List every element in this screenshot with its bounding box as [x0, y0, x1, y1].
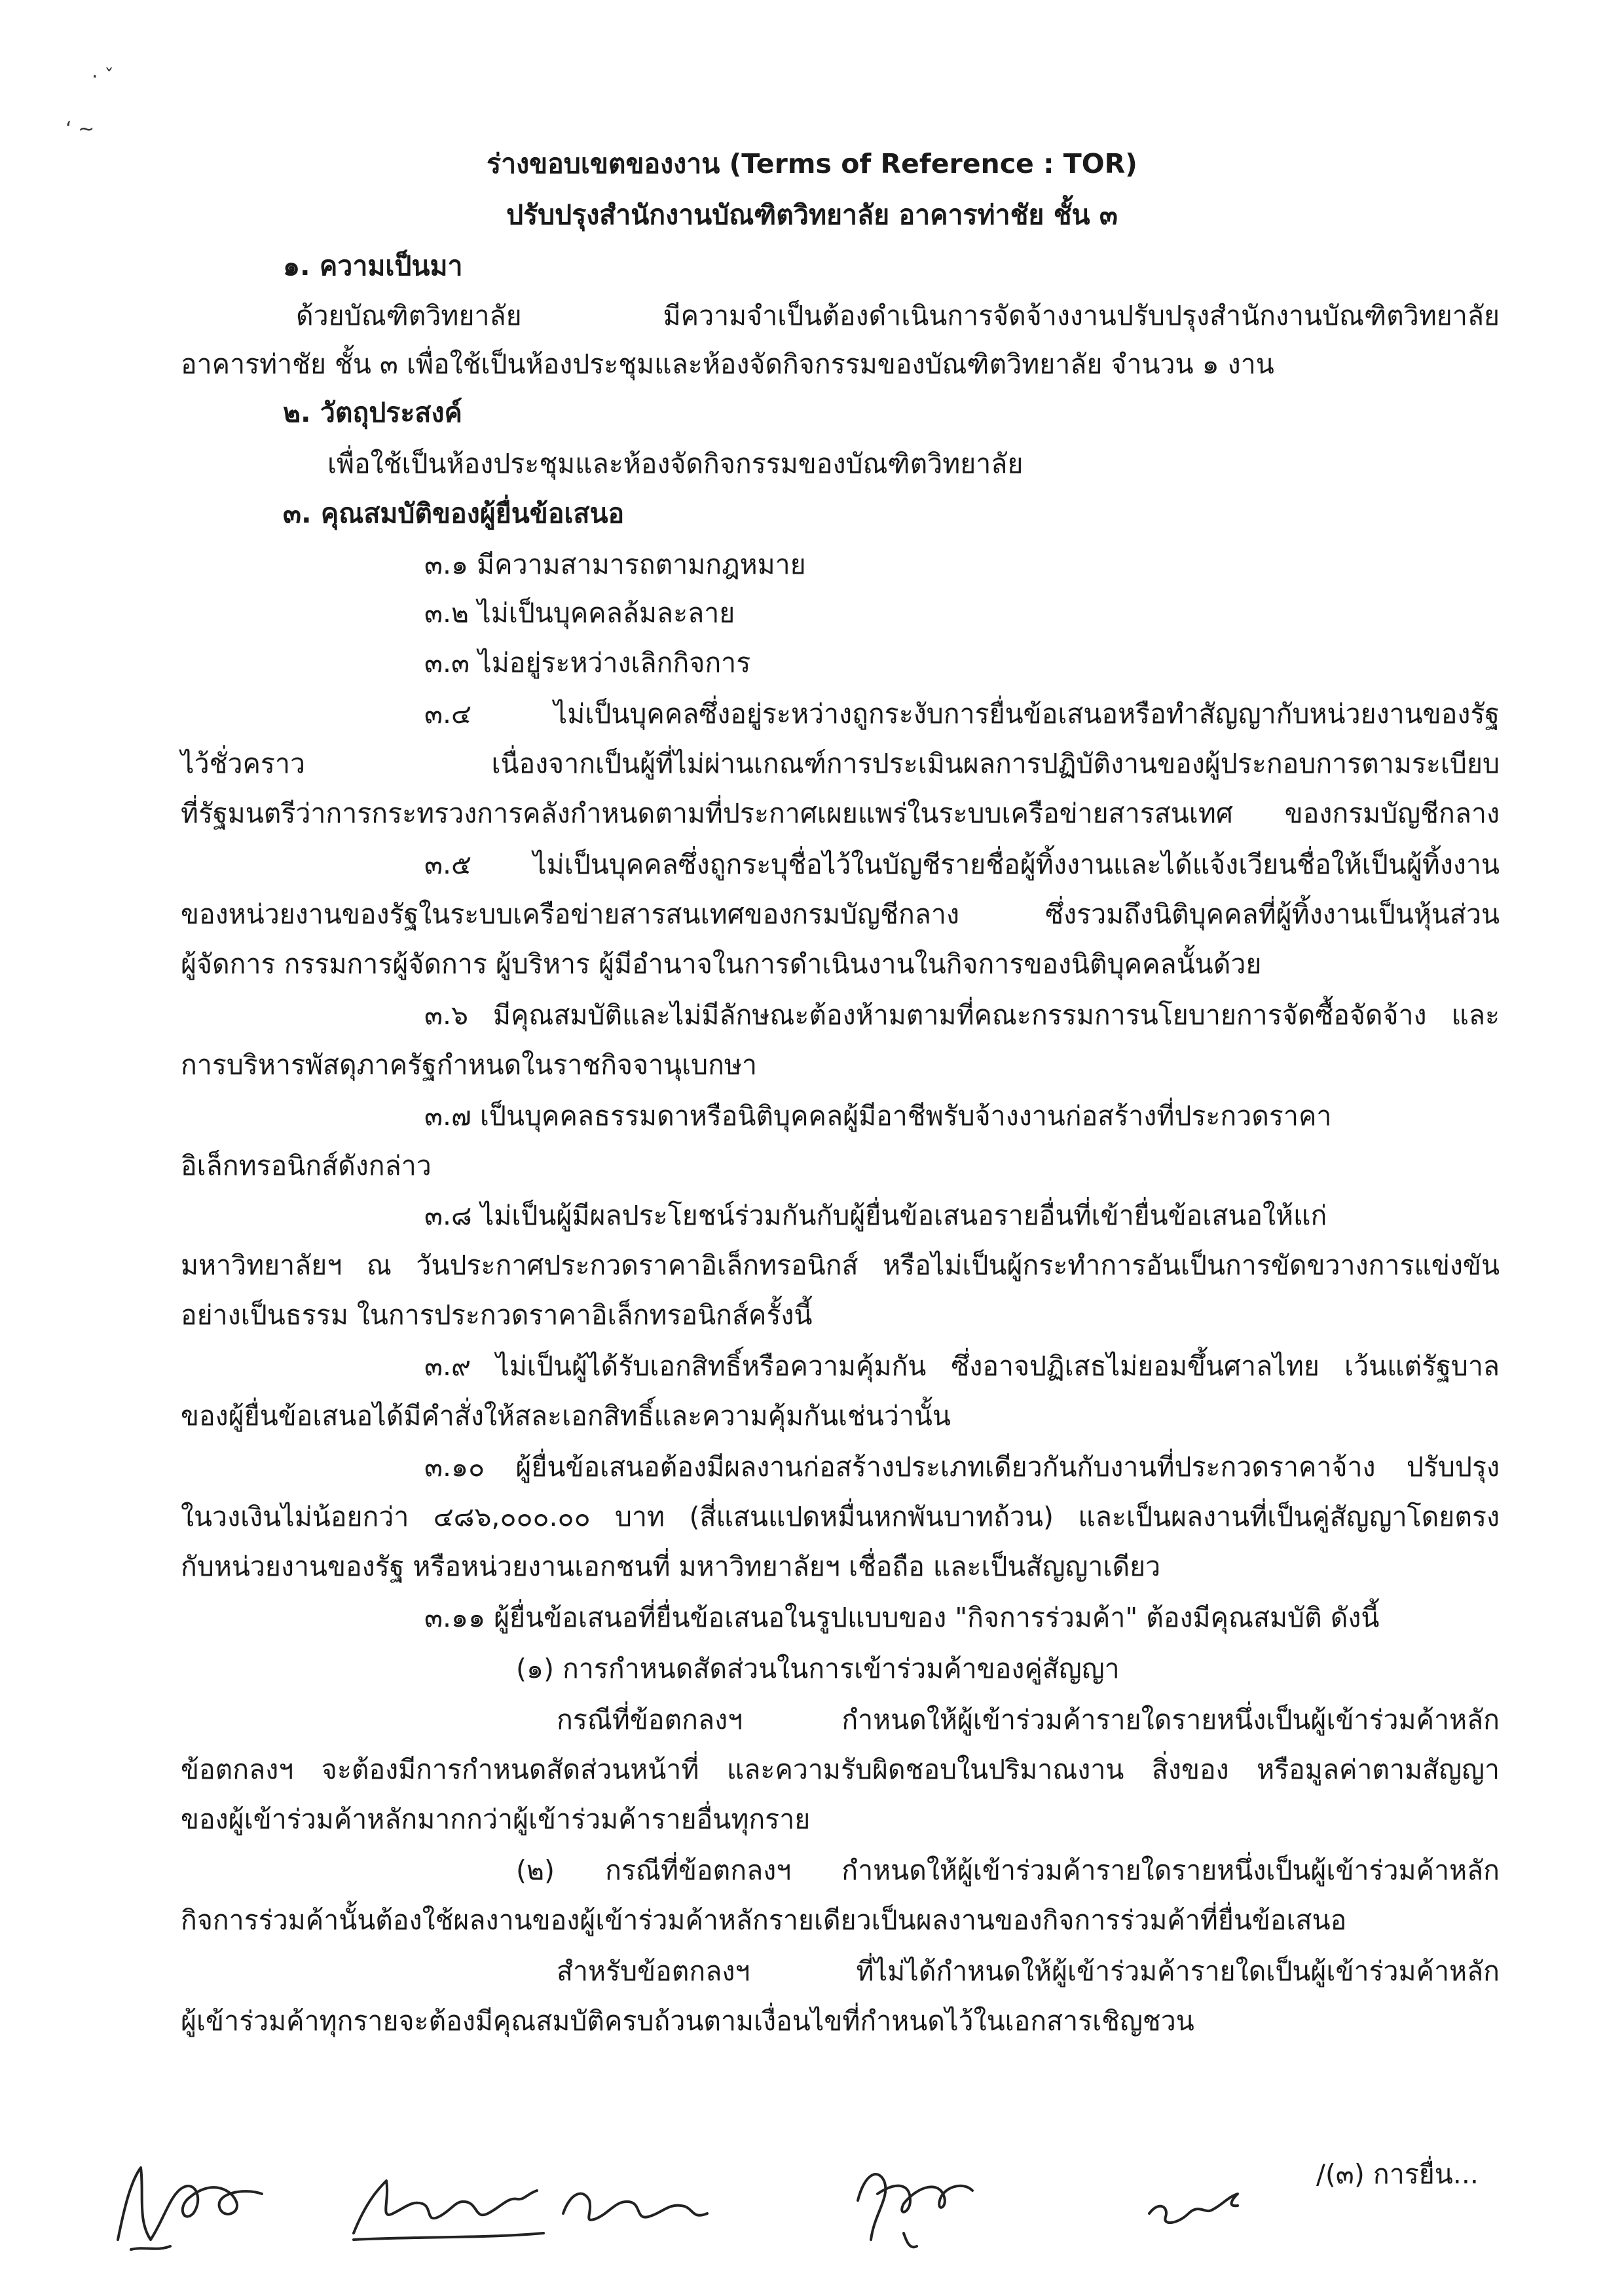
sub-list-item: (๒) กรณีที่ข้อตกลงฯ กำหนดให้ผู้เข้าร่วมค้ารายใดรายหนึ่งเป็นผู้เข้าร่วมค้าหลัก: [516, 1855, 1500, 1886]
paragraph-line: ของผู้เข้าร่วมค้าหลักมากกว่าผู้เข้าร่วมค้ารายอื่นทุกราย: [181, 1804, 811, 1835]
sub-list-item: (๑) การกำหนดสัดส่วนในการเข้าร่วมค้าของคู่สัญญา: [516, 1653, 1120, 1684]
paragraph-line: สำหรับข้อตกลงฯ ที่ไม่ได้กำหนดให้ผู้เข้าร่วมค้ารายใดเป็นผู้เข้าร่วมค้าหลัก: [557, 1955, 1500, 1987]
paragraph-line: ผู้เข้าร่วมค้าทุกรายจะต้องมีคุณสมบัติครบถ้วนตามเงื่อนไขที่กำหนดไว้ในเอกสารเชิญชวน: [181, 2005, 1194, 2037]
paragraph-line: ที่รัฐมนตรีว่าการกระทรวงการคลังกำหนดตามที่ประกาศเผยแพร่ในระบบเครือข่ายสารสนเทศ ของกรมบัญชีกลาง: [181, 798, 1500, 829]
page-continuation: /(๓) การยื่น...: [1316, 2158, 1479, 2190]
list-item: ๓.๙ ไม่เป็นผู้ได้รับเอกสิทธิ์หรือความคุ้มกัน ซึ่งอาจปฏิเสธไม่ยอมขึ้นศาลไทย เว้นแต่รัฐบาล: [424, 1350, 1500, 1382]
paragraph-line: กับหน่วยงานของรัฐ หรือหน่วยงานเอกชนที่ มหาวิทยาลัยฯ เชื่อถือ และเป็นสัญญาเดียว: [181, 1551, 1161, 1582]
list-item: ๓.๕ ไม่เป็นบุคคลซึ่งถูกระบุชื่อไว้ในบัญชีรายชื่อผู้ทิ้งงานและได้แจ้งเวียนชื่อให้เป็นผู้ทิ้งงาน: [424, 849, 1500, 880]
document-title: ร่างขอบเขตของงาน (Terms of Reference : TOR): [487, 148, 1137, 179]
section-heading-background: ๑. ความเป็นมา: [283, 250, 463, 282]
list-item: ๓.๑๑ ผู้ยื่นข้อเสนอที่ยื่นข้อเสนอในรูปแบบของ "กิจการร่วมค้า" ต้องมีคุณสมบัติ ดังนี้: [424, 1602, 1380, 1633]
paragraph-line: กรณีที่ข้อตกลงฯ กำหนดให้ผู้เข้าร่วมค้ารายใดรายหนึ่งเป็นผู้เข้าร่วมค้าหลัก: [557, 1704, 1500, 1735]
paragraph-line: อาคารท่าชัย ชั้น ๓ เพื่อใช้เป็นห้องประชุมและห้องจัดกิจกรรมของบัณฑิตวิทยาลัย จำนวน ๑ งาน: [181, 348, 1274, 380]
list-item: ๓.๖ มีคุณสมบัติและไม่มีลักษณะต้องห้ามตามที่คณะกรรมการนโยบายการจัดซื้อจัดจ้าง และ: [424, 999, 1500, 1031]
paragraph-line: ไว้ชั่วคราว เนื่องจากเป็นผู้ที่ไม่ผ่านเกณฑ์การประเมินผลการปฏิบัติงานของผู้ประกอบการตามระเบียบ: [181, 748, 1500, 779]
signature-4: [1139, 2168, 1257, 2240]
scan-mark: · ˇ: [92, 65, 115, 88]
paragraph-line: ในวงเงินไม่น้อยกว่า ๔๘๖,๐๐๐.๐๐ บาท (สี่แสนแปดหมื่นหกพันบาทถ้วน) และเป็นผลงานที่เป็นคู่สัญญาโดยตรง: [181, 1501, 1500, 1532]
list-item: ๓.๑๐ ผู้ยื่นข้อเสนอต้องมีผลงานก่อสร้างประเภทเดียวกันกับงานที่ประกวดราคาจ้าง ปรับปรุง: [424, 1451, 1500, 1483]
list-item: ๓.๒ ไม่เป็นบุคคลล้มละลาย: [424, 597, 735, 629]
paragraph-line: ของผู้ยื่นข้อเสนอได้มีคำสั่งให้สละเอกสิทธิ์และความคุ้มกันเช่นว่านั้น: [181, 1400, 951, 1432]
paragraph-line: อิเล็กทรอนิกส์ดังกล่าว: [181, 1150, 432, 1181]
list-item: ๓.๓ ไม่อยู่ระหว่างเลิกกิจการ: [424, 647, 751, 678]
list-item: ๓.๑ มีความสามารถตามกฎหมาย: [424, 549, 806, 580]
list-item: ๓.๘ ไม่เป็นผู้มีผลประโยชน์ร่วมกันกับผู้ยื่นข้อเสนอรายอื่นที่เข้ายื่นข้อเสนอให้แก่: [424, 1200, 1327, 1231]
paragraph-line: ด้วยบัณฑิตวิทยาลัย มีความจำเป็นต้องดำเนินการจัดจ้างงานปรับปรุงสำนักงานบัณฑิตวิทยาลัย: [296, 300, 1500, 331]
document-subtitle: ปรับปรุงสำนักงานบัณฑิตวิทยาลัย อาคารท่าชัย ชั้น ๓: [506, 199, 1118, 231]
paragraph-line: ของหน่วยงานของรัฐในระบบเครือข่ายสารสนเทศของกรมบัญชีกลาง ซึ่งรวมถึงนิติบุคคลที่ผู้ทิ้งงานเป็นหุ้นส่วน: [181, 898, 1500, 930]
list-item: ๓.๗ เป็นบุคคลธรรมดาหรือนิติบุคคลผู้มีอาชีพรับจ้างงานก่อสร้างที่ประกวดราคา: [424, 1100, 1332, 1132]
paragraph-line: เพื่อใช้เป็นห้องประชุมและห้องจัดกิจกรรมของบัณฑิตวิทยาลัย: [327, 448, 1024, 479]
list-item: ๓.๔ ไม่เป็นบุคคลซึ่งอยู่ระหว่างถูกระงับการยื่นข้อเสนอหรือทำสัญญากับหน่วยงานของรัฐ: [424, 698, 1500, 730]
paragraph-line: ผู้จัดการ กรรมการผู้จัดการ ผู้บริหาร ผู้มีอำนาจในการดำเนินงานในกิจการของนิติบุคคลนั้นด้วย: [181, 948, 1262, 980]
signature-3: [838, 2141, 982, 2259]
signature-1: [105, 2141, 275, 2259]
section-heading-qualifications: ๓. คุณสมบัติของผู้ยื่นข้อเสนอ: [283, 498, 625, 529]
section-heading-objective: ๒. วัตถุประสงค์: [283, 397, 462, 428]
paragraph-line: กิจการร่วมค้านั้นต้องใช้ผลงานของผู้เข้าร่วมค้าหลักรายเดียวเป็นผลงานของกิจการร่วมค้าที่ยื่นข้อเสนอ: [181, 1904, 1347, 1936]
paragraph-line: มหาวิทยาลัยฯ ณ วันประกาศประกวดราคาอิเล็กทรอนิกส์ หรือไม่เป็นผู้กระทำการอันเป็นการขัดขวางการแข่งขัน: [181, 1250, 1500, 1281]
signature-2: [341, 2161, 733, 2253]
scan-mark: ‘ ~: [65, 118, 95, 141]
paragraph-line: อย่างเป็นธรรม ในการประกวดราคาอิเล็กทรอนิกส์ครั้งนี้: [181, 1299, 813, 1331]
paragraph-line: ข้อตกลงฯ จะต้องมีการกำหนดสัดส่วนหน้าที่ และความรับผิดชอบในปริมาณงาน สิ่งของ หรือมูลค่าตามสัญญา: [181, 1754, 1500, 1785]
paragraph-line: การบริหารพัสดุภาครัฐกำหนดในราชกิจจานุเบกษา: [181, 1049, 758, 1081]
